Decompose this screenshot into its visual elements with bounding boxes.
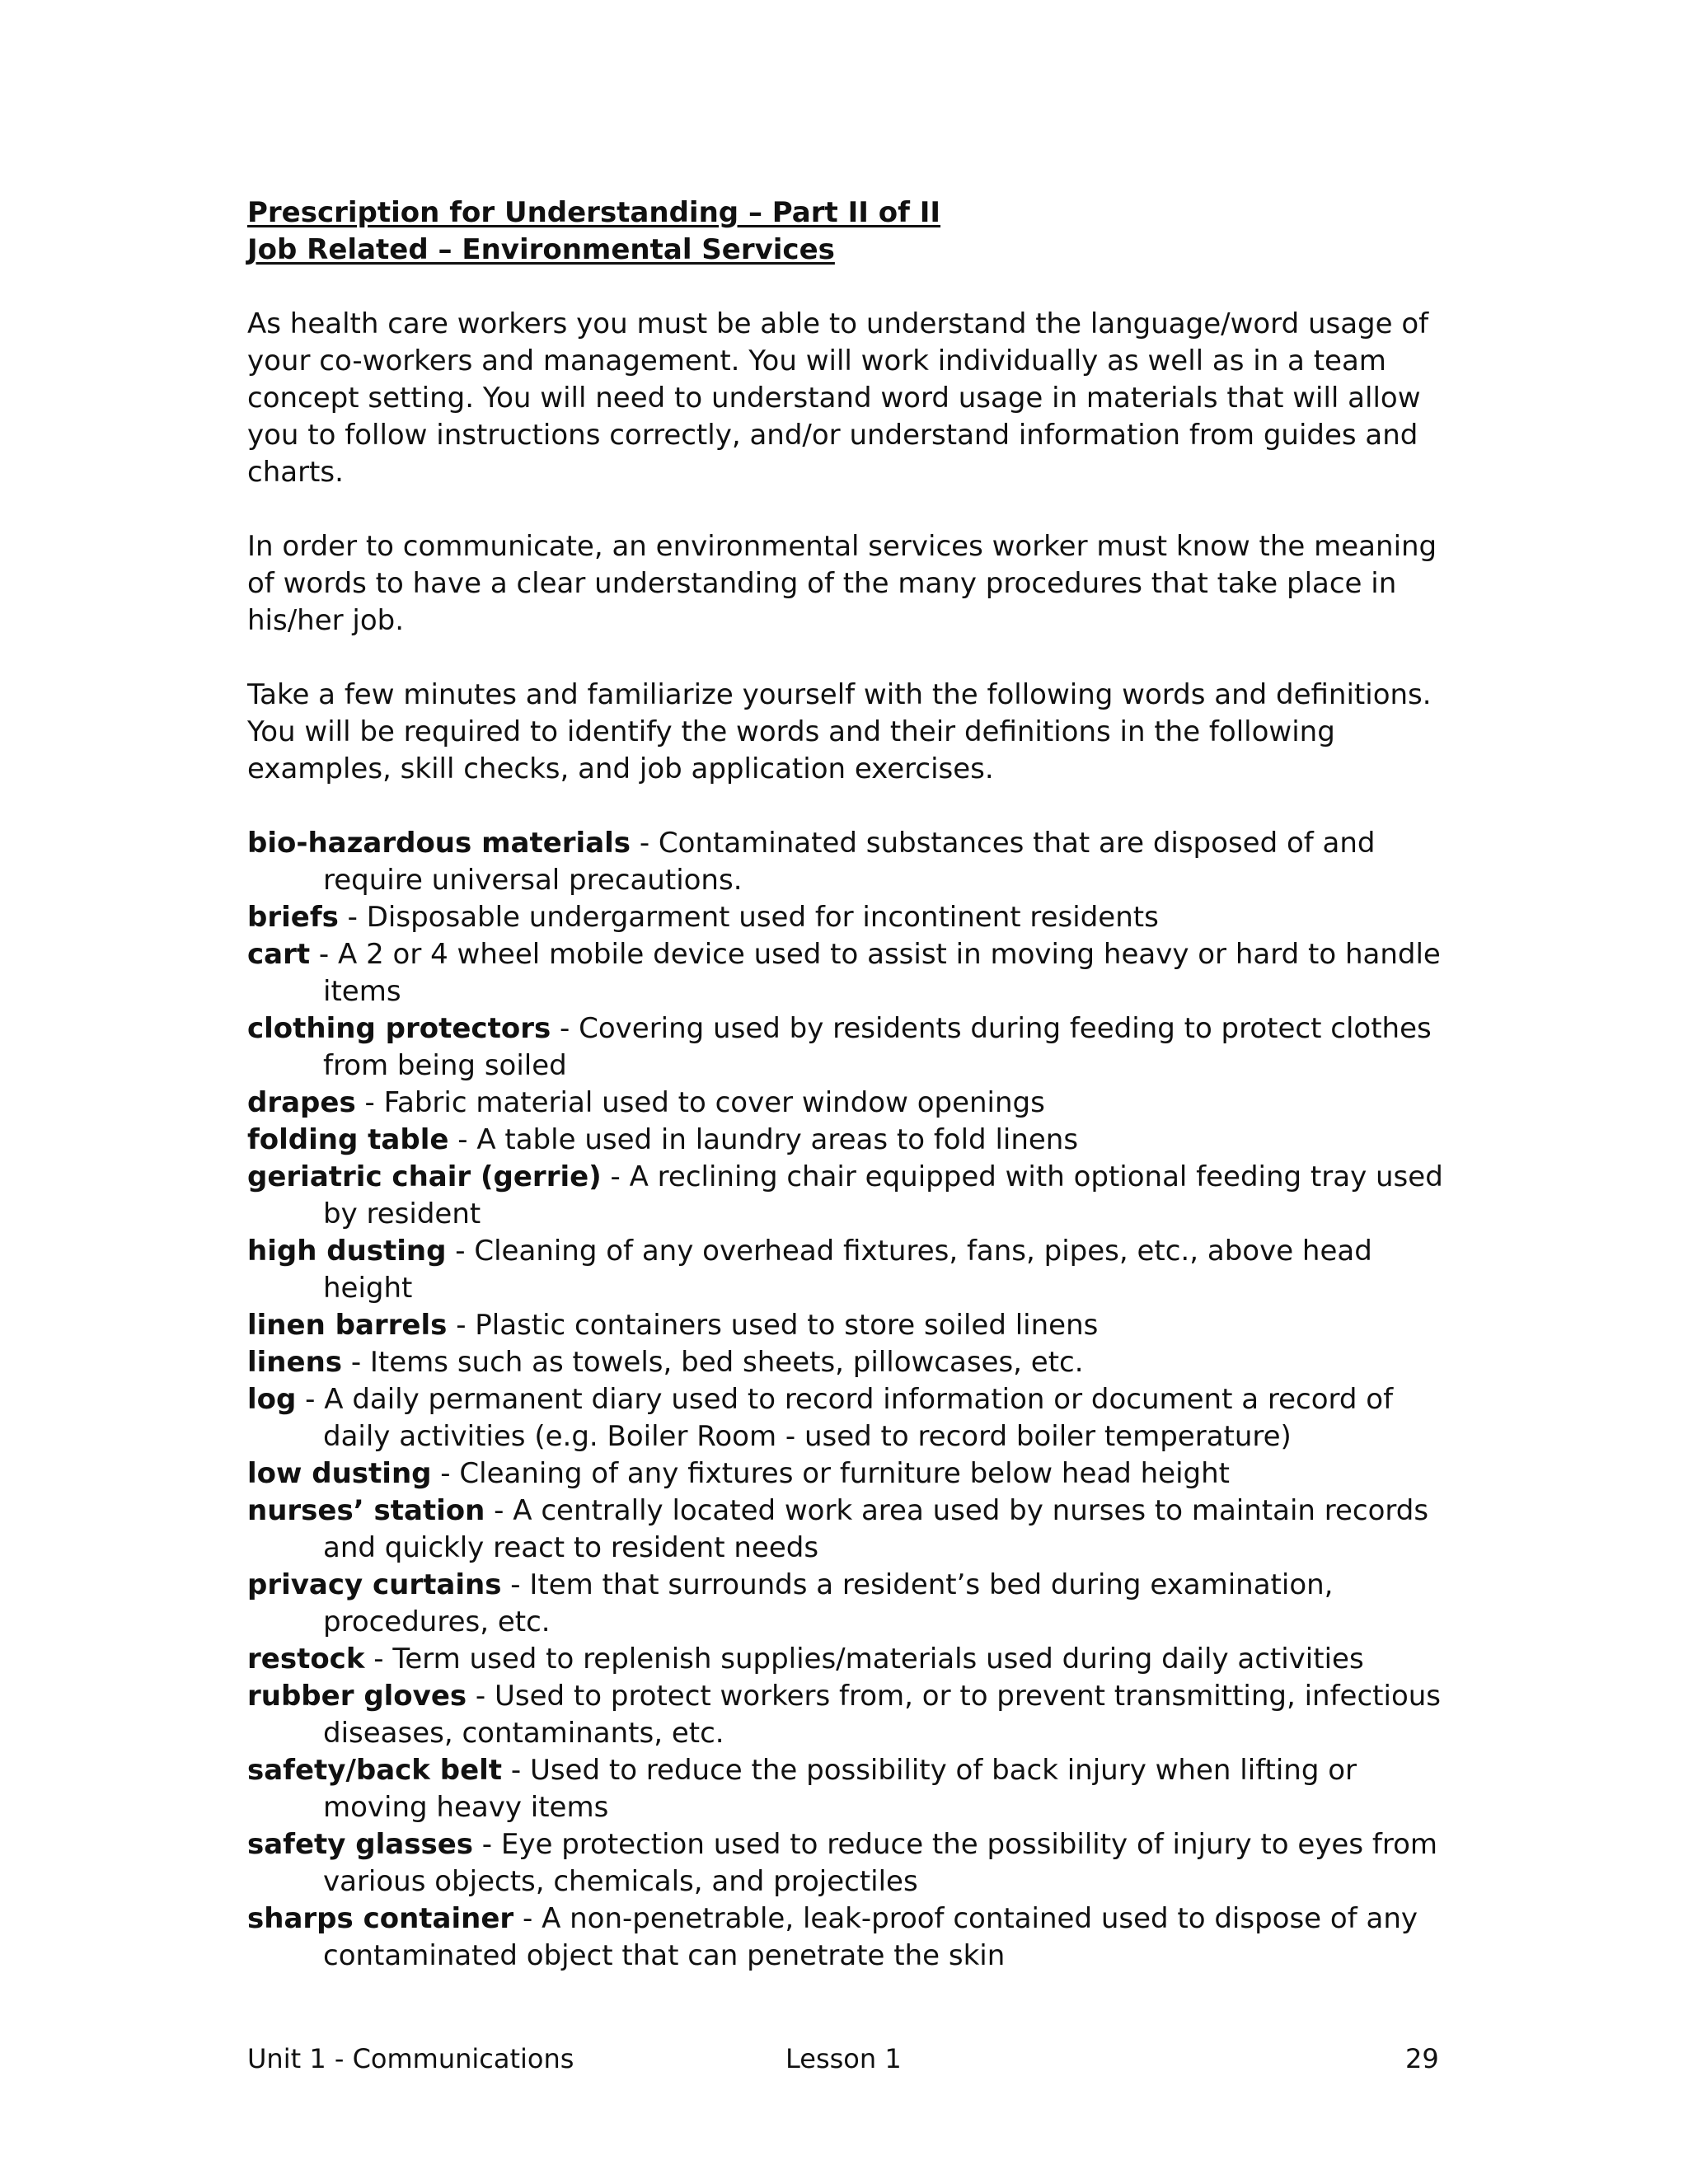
glossary-term: high dusting: [247, 1235, 447, 1268]
spacer: [247, 640, 1451, 677]
page-number: 29: [1405, 2043, 1439, 2074]
glossary-definition: Eye protection used to reduce the possibility of injury to eyes from various objects, chemicals, and projectiles: [323, 1828, 1437, 1898]
glossary-entry: [247, 1752, 1451, 1826]
glossary-term: low dusting: [247, 1457, 432, 1490]
glossary-definition: A non-penetrable, leak-proof contained used to dispose of any contaminated object that can penetrate the skin: [323, 1902, 1418, 1972]
glossary-definition: Term used to replenish supplies/materials used during daily activities: [392, 1643, 1364, 1675]
glossary-entry: [247, 936, 1451, 1010]
glossary-entry: [247, 1381, 1451, 1455]
spacer: [247, 491, 1451, 528]
glossary-term: restock: [247, 1643, 365, 1675]
glossary-entry: [247, 1641, 1451, 1678]
glossary-definition: Disposable undergarment used for incontinent residents: [366, 901, 1159, 934]
term-separator: -: [342, 1346, 370, 1379]
term-separator: -: [485, 1494, 513, 1527]
term-separator: -: [296, 1383, 325, 1416]
glossary-term: nurses’ station: [247, 1494, 485, 1527]
page-content: [247, 194, 1451, 1975]
glossary-definition: Plastic containers used to store soiled linens: [475, 1309, 1099, 1342]
glossary-definition: Covering used by residents during feeding to protect clothes from being soiled: [323, 1012, 1432, 1082]
glossary-term: linens: [247, 1346, 343, 1379]
glossary-entry: [247, 1567, 1451, 1641]
glossary-term: safety glasses: [247, 1828, 473, 1861]
glossary-term: safety/back belt: [247, 1754, 503, 1787]
glossary-definition: Contaminated substances that are disposed of and require universal precautions.: [323, 827, 1376, 897]
glossary-term: bio-hazardous materials: [247, 827, 631, 860]
term-separator: -: [601, 1160, 630, 1193]
term-separator: -: [310, 938, 339, 971]
glossary-definition: A table used in laundry areas to fold linens: [476, 1123, 1079, 1156]
term-separator: -: [446, 1235, 475, 1268]
glossary-entry: [247, 899, 1451, 936]
page-subtitle: Job Related – Environmental Services: [247, 233, 835, 266]
glossary-term: log: [247, 1383, 297, 1416]
intro-paragraph-1: As health care workers you must be able to understand the language/word usage of your co-workers and management. You will work individually as well as in a team concept setting. You will need to understand word usage in materials that will allow you to follow instructions correctly, and/or understand information from guides and charts.: [247, 307, 1429, 489]
glossary-term: briefs: [247, 901, 339, 934]
glossary-definition: Used to reduce the possibility of back injury when lifting or moving heavy items: [323, 1754, 1357, 1824]
term-separator: -: [447, 1309, 476, 1342]
glossary-definition: A daily permanent diary used to record information or document a record of daily activities (e.g. Boiler Room - used to record boiler temperature): [323, 1383, 1394, 1453]
glossary-list: [247, 825, 1451, 1975]
glossary-entry: [247, 1233, 1451, 1307]
glossary-definition: Cleaning of any overhead fixtures, fans, pipes, etc., above head height: [323, 1235, 1372, 1305]
glossary-definition: A 2 or 4 wheel mobile device used to assist in moving heavy or hard to handle items: [323, 938, 1441, 1008]
glossary-term: folding table: [247, 1123, 449, 1156]
footer-unit: Unit 1 - Communications: [247, 2043, 574, 2074]
glossary-entry: [247, 1900, 1451, 1975]
glossary-definition: A centrally located work area used by nurses to maintain records and quickly react to resident needs: [323, 1494, 1429, 1564]
glossary-term: cart: [247, 938, 311, 971]
term-separator: -: [502, 1754, 530, 1787]
term-separator: -: [467, 1680, 495, 1713]
term-separator: -: [631, 827, 659, 860]
term-separator: -: [364, 1643, 393, 1675]
glossary-term: rubber gloves: [247, 1680, 467, 1713]
term-separator: -: [513, 1902, 542, 1935]
term-separator: -: [355, 1086, 384, 1119]
term-separator: -: [338, 901, 367, 934]
glossary-definition: Cleaning of any fixtures or furniture below head height: [459, 1457, 1230, 1490]
glossary-definition: Item that surrounds a resident’s bed during examination, procedures, etc.: [323, 1568, 1334, 1638]
glossary-definition: Used to protect workers from, or to prevent transmitting, infectious diseases, contaminants, etc.: [323, 1680, 1442, 1750]
glossary-definition: Fabric material used to cover window openings: [383, 1086, 1045, 1119]
glossary-entry: [247, 1307, 1451, 1344]
glossary-entry: [247, 1455, 1451, 1493]
glossary-definition: Items such as towels, bed sheets, pillowcases, etc.: [369, 1346, 1084, 1379]
intro-paragraph-2: In order to communicate, an environmental services worker must know the meaning of words to have a clear understanding of the many procedures that take place in his/her job.: [247, 530, 1437, 637]
glossary-entry: [247, 1122, 1451, 1159]
spacer: [247, 269, 1451, 306]
intro-paragraph-3: Take a few minutes and familiarize yourself with the following words and definitions. You will be required to identify the words and their definitions in the following examples, skill checks, and job application exercises.: [247, 678, 1432, 785]
glossary-entry: [247, 1826, 1451, 1900]
glossary-entry: [247, 1159, 1451, 1233]
glossary-entry: [247, 825, 1451, 899]
footer-lesson: Lesson 1: [785, 2043, 902, 2074]
term-separator: -: [501, 1568, 530, 1601]
glossary-term: sharps container: [247, 1902, 514, 1935]
glossary-entry: [247, 1010, 1451, 1085]
glossary-entry: [247, 1493, 1451, 1567]
glossary-term: drapes: [247, 1086, 356, 1119]
page-title: Prescription for Understanding – Part II of II: [247, 196, 941, 229]
glossary-term: linen barrels: [247, 1309, 448, 1342]
glossary-term: geriatric chair (gerrie): [247, 1160, 602, 1193]
glossary-entry: [247, 1344, 1451, 1381]
glossary-definition: A reclining chair equipped with optional feeding tray used by resident: [323, 1160, 1443, 1230]
term-separator: -: [448, 1123, 477, 1156]
term-separator: -: [473, 1828, 501, 1861]
glossary-entry: [247, 1085, 1451, 1122]
term-separator: -: [551, 1012, 579, 1045]
glossary-term: clothing protectors: [247, 1012, 551, 1045]
term-separator: -: [431, 1457, 460, 1490]
glossary-entry: [247, 1678, 1451, 1752]
glossary-term: privacy curtains: [247, 1568, 502, 1601]
